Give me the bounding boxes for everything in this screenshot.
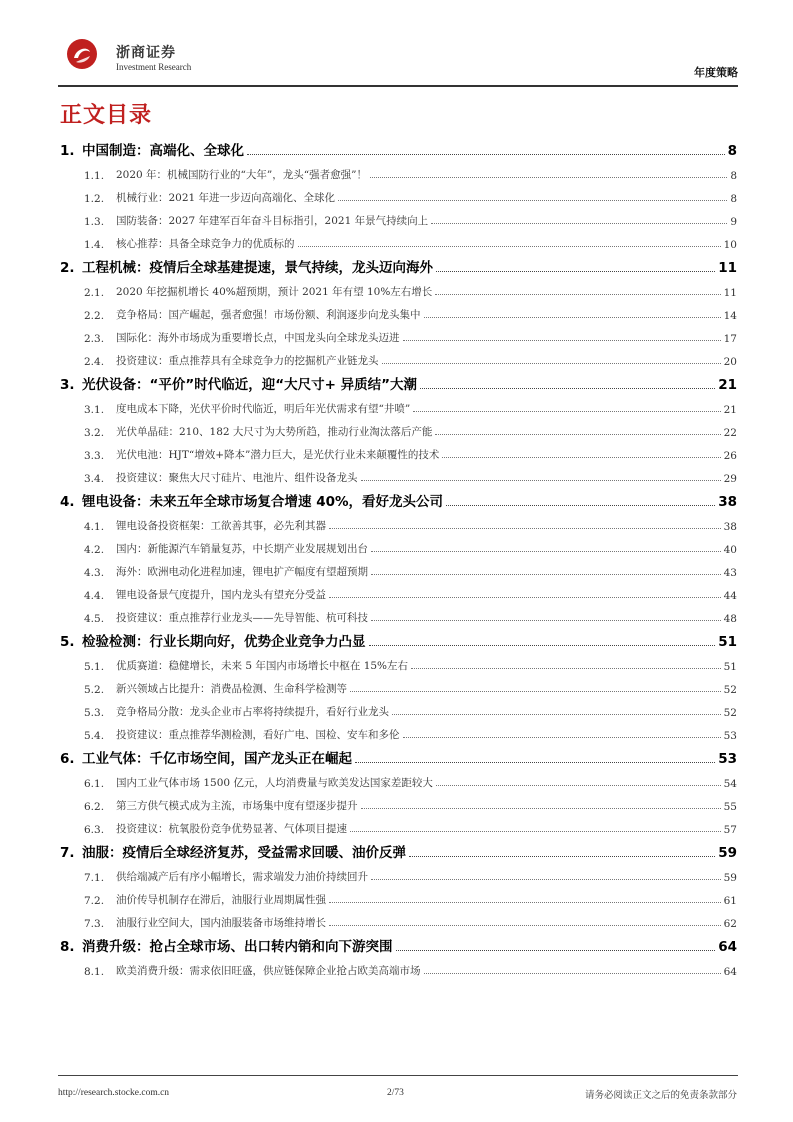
toc-entry-number: 6.1. bbox=[84, 778, 105, 790]
toc-entry-title: 工程机械：疫情后全球基建提速，景气持续，龙头迈向海外 bbox=[82, 260, 433, 276]
table-of-contents bbox=[60, 134, 737, 978]
toc-dot-leader bbox=[424, 317, 721, 318]
toc-dot-leader bbox=[396, 950, 716, 951]
header-divider bbox=[58, 85, 738, 87]
toc-dot-leader bbox=[329, 902, 721, 903]
toc-entry-page: 55 bbox=[723, 801, 737, 813]
toc-entry-page: 43 bbox=[723, 567, 737, 579]
toc-dot-leader bbox=[369, 645, 716, 646]
toc-entry-title: 新兴领域占比提升：消费品检测、生命科学检测等 bbox=[116, 683, 347, 695]
toc-entry-page: 8 bbox=[727, 143, 737, 159]
toc-dot-leader bbox=[350, 831, 721, 832]
toc-entry-page: 20 bbox=[723, 356, 737, 368]
toc-section-entry[interactable] bbox=[60, 251, 737, 276]
toc-entry-title: 2020 年挖掘机增长 40%超预期，预计 2021 年有望 10%左右增长 bbox=[116, 286, 433, 298]
toc-entry-number: 2.4. bbox=[84, 356, 105, 368]
toc-entry-page: 64 bbox=[723, 966, 737, 978]
toc-entry-number: 5.1. bbox=[84, 661, 105, 673]
toc-dot-leader bbox=[442, 457, 720, 458]
toc-entry-number: 7.2. bbox=[84, 895, 105, 907]
toc-dot-leader bbox=[411, 668, 721, 669]
toc-entry-title: 投资建议：重点推荐华测检测，看好广电、国检、安车和多伦 bbox=[116, 729, 400, 741]
toc-entry-number: 1. bbox=[60, 143, 75, 159]
toc-dot-leader bbox=[392, 714, 721, 715]
toc-entry-title: 国防装备：2027 年建军百年奋斗目标指引，2021 年景气持续向上 bbox=[116, 215, 429, 227]
toc-entry-title: 油服：疫情后全球经济复苏，受益需求回暖、油价反弹 bbox=[82, 845, 406, 861]
toc-entry-title: 工业气体：千亿市场空间，国产龙头正在崛起 bbox=[82, 751, 352, 767]
toc-dot-leader bbox=[435, 294, 720, 295]
toc-entry-number: 5.2. bbox=[84, 684, 105, 696]
toc-entry-title: 消费升级：抢占全球市场、出口转内销和向下游突围 bbox=[82, 939, 393, 955]
toc-entry-number: 4.3. bbox=[84, 567, 105, 579]
toc-section-entry[interactable] bbox=[60, 930, 737, 955]
toc-entry-page: 17 bbox=[723, 333, 737, 345]
toc-dot-leader bbox=[436, 271, 715, 272]
toc-entry-page: 52 bbox=[723, 684, 737, 696]
toc-entry-page: 64 bbox=[718, 939, 737, 955]
toc-subsection-entry[interactable] bbox=[60, 673, 737, 696]
toc-subsection-entry[interactable] bbox=[60, 813, 737, 836]
toc-entry-page: 51 bbox=[718, 634, 737, 650]
toc-subsection-entry[interactable] bbox=[60, 650, 737, 673]
toc-dot-leader bbox=[371, 574, 721, 575]
toc-entry-page: 57 bbox=[723, 824, 737, 836]
toc-entry-title: 国内工业气体市场 1500 亿元，人均消费量与欧美发达国家差距较大 bbox=[116, 777, 433, 789]
toc-subsection-entry[interactable] bbox=[60, 393, 737, 416]
toc-subsection-entry[interactable] bbox=[60, 205, 737, 228]
toc-subsection-entry[interactable] bbox=[60, 790, 737, 813]
toc-entry-page: 14 bbox=[723, 310, 737, 322]
toc-entry-number: 3.2. bbox=[84, 427, 105, 439]
toc-entry-number: 4.5. bbox=[84, 613, 105, 625]
toc-dot-leader bbox=[329, 528, 721, 529]
toc-entry-title: 锂电设备投资框架：工欲善其事，必先利其器 bbox=[116, 520, 326, 532]
toc-dot-leader bbox=[361, 808, 721, 809]
toc-entry-page: 8 bbox=[730, 193, 737, 205]
toc-subsection-entry[interactable] bbox=[60, 696, 737, 719]
toc-entry-page: 40 bbox=[723, 544, 737, 556]
toc-entry-number: 2.2. bbox=[84, 310, 105, 322]
toc-entry-page: 38 bbox=[723, 521, 737, 533]
toc-dot-leader bbox=[420, 388, 715, 389]
toc-subsection-entry[interactable] bbox=[60, 228, 737, 251]
toc-entry-number: 7. bbox=[60, 845, 75, 861]
toc-subsection-entry[interactable] bbox=[60, 345, 737, 368]
toc-dot-leader bbox=[446, 505, 715, 506]
toc-entry-title: 竞争格局分散：龙头企业市占率将持续提升，看好行业龙头 bbox=[116, 706, 389, 718]
toc-entry-number: 3.3. bbox=[84, 450, 105, 462]
toc-subsection-entry[interactable] bbox=[60, 416, 737, 439]
toc-entry-number: 1.3. bbox=[84, 216, 105, 228]
toc-entry-page: 22 bbox=[723, 427, 737, 439]
toc-subsection-entry[interactable] bbox=[60, 767, 737, 790]
toc-section-entry[interactable] bbox=[60, 485, 737, 510]
toc-entry-title: 中国制造：高端化、全球化 bbox=[82, 143, 244, 159]
toc-entry-number: 1.2. bbox=[84, 193, 105, 205]
toc-entry-page: 21 bbox=[718, 377, 737, 393]
toc-entry-page: 8 bbox=[730, 170, 737, 182]
toc-entry-title: 投资建议：重点推荐具有全球竞争力的挖掘机产业链龙头 bbox=[116, 355, 379, 367]
toc-subsection-entry[interactable] bbox=[60, 322, 737, 345]
toc-entry-title: 度电成本下降，光伏平价时代临近，明后年光伏需求有望“井喷” bbox=[116, 403, 411, 415]
toc-entry-title: 2020 年：机械国防行业的“大年”，龙头“强者愈强”！ bbox=[116, 169, 368, 181]
toc-dot-leader bbox=[338, 200, 727, 201]
toc-entry-page: 38 bbox=[718, 494, 737, 510]
toc-dot-leader bbox=[409, 856, 715, 857]
toc-entry-number: 1.4. bbox=[84, 239, 105, 251]
toc-entry-page: 10 bbox=[723, 239, 737, 251]
toc-entry-page: 11 bbox=[718, 260, 737, 276]
toc-entry-number: 3.1. bbox=[84, 404, 105, 416]
toc-dot-leader bbox=[431, 223, 727, 224]
toc-dot-leader bbox=[329, 597, 721, 598]
page-title: 正文目录 bbox=[60, 103, 153, 128]
toc-entry-title: 光伏单晶硅：210、182 大尺寸为大势所趋，推动行业淘汰落后产能 bbox=[116, 426, 433, 438]
toc-entry-page: 44 bbox=[723, 590, 737, 602]
toc-entry-number: 6. bbox=[60, 751, 75, 767]
footer-divider bbox=[58, 1075, 738, 1076]
toc-entry-page: 51 bbox=[723, 661, 737, 673]
toc-entry-title: 油服行业空间大，国内油服装备市场维持增长 bbox=[116, 917, 326, 929]
footer-page-number: 2/73 bbox=[387, 1088, 404, 1098]
toc-subsection-entry[interactable] bbox=[60, 861, 737, 884]
toc-entry-page: 59 bbox=[723, 872, 737, 884]
toc-entry-title: 检验检测：行业长期向好，优势企业竞争力凸显 bbox=[82, 634, 366, 650]
toc-entry-title: 优质赛道：稳健增长，未来 5 年国内市场增长中枢在 15%左右 bbox=[116, 660, 409, 672]
toc-entry-number: 6.2. bbox=[84, 801, 105, 813]
toc-dot-leader bbox=[424, 973, 721, 974]
logo-name-en: Investment Research bbox=[116, 62, 192, 72]
toc-entry-number: 3.4. bbox=[84, 473, 105, 485]
toc-subsection-entry[interactable] bbox=[60, 884, 737, 907]
toc-entry-page: 48 bbox=[723, 613, 737, 625]
toc-entry-title: 锂电设备景气度提升，国内龙头有望充分受益 bbox=[116, 589, 326, 601]
toc-entry-number: 2. bbox=[60, 260, 75, 276]
toc-entry-page: 11 bbox=[723, 287, 737, 299]
toc-subsection-entry[interactable] bbox=[60, 907, 737, 930]
toc-entry-number: 5.4. bbox=[84, 730, 105, 742]
toc-subsection-entry[interactable] bbox=[60, 159, 737, 182]
toc-dot-leader bbox=[382, 363, 721, 364]
toc-entry-number: 2.1. bbox=[84, 287, 105, 299]
toc-entry-page: 52 bbox=[723, 707, 737, 719]
toc-dot-leader bbox=[355, 762, 715, 763]
toc-subsection-entry[interactable] bbox=[60, 462, 737, 485]
toc-entry-number: 2.3. bbox=[84, 333, 105, 345]
toc-entry-page: 21 bbox=[723, 404, 737, 416]
toc-entry-title: 第三方供气模式成为主流，市场集中度有望逐步提升 bbox=[116, 800, 358, 812]
toc-entry-number: 5.3. bbox=[84, 707, 105, 719]
toc-dot-leader bbox=[371, 620, 721, 621]
toc-entry-title: 国内：新能源汽车销量复苏，中长期产业发展规划出台 bbox=[116, 543, 368, 555]
toc-dot-leader bbox=[436, 785, 721, 786]
report-type-label: 年度策略 bbox=[694, 66, 738, 79]
toc-subsection-entry[interactable] bbox=[60, 602, 737, 625]
toc-entry-number: 7.3. bbox=[84, 918, 105, 930]
toc-section-entry[interactable] bbox=[60, 368, 737, 393]
toc-entry-title: 锂电设备：未来五年全球市场复合增速 40%，看好龙头公司 bbox=[82, 494, 444, 510]
toc-subsection-entry[interactable] bbox=[60, 955, 737, 978]
toc-dot-leader bbox=[298, 246, 721, 247]
toc-section-entry[interactable] bbox=[60, 742, 737, 767]
logo-name-cn: 浙商证券 bbox=[116, 45, 176, 61]
toc-entry-title: 国际化：海外市场成为重要增长点，中国龙头向全球龙头迈进 bbox=[116, 332, 400, 344]
toc-subsection-entry[interactable] bbox=[60, 719, 737, 742]
toc-entry-page: 29 bbox=[723, 473, 737, 485]
toc-dot-leader bbox=[371, 879, 721, 880]
toc-dot-leader bbox=[435, 434, 720, 435]
toc-dot-leader bbox=[371, 551, 721, 552]
toc-subsection-entry[interactable] bbox=[60, 579, 737, 602]
footer-url-link[interactable]: http://research.stocke.com.cn bbox=[58, 1088, 170, 1098]
toc-entry-title: 竞争格局：国产崛起，强者愈强！市场份额、利润逐步向龙头集中 bbox=[116, 309, 421, 321]
toc-entry-title: 光伏电池：HJT“增效+降本”潜力巨大，是光伏行业未来颠覆性的技术 bbox=[116, 449, 440, 461]
toc-entry-number: 4.1. bbox=[84, 521, 105, 533]
toc-subsection-entry[interactable] bbox=[60, 276, 737, 299]
toc-entry-number: 5. bbox=[60, 634, 75, 650]
footer-disclaimer: 请务必阅读正文之后的免责条款部分 bbox=[584, 1090, 737, 1101]
toc-entry-page: 26 bbox=[723, 450, 737, 462]
toc-entry-title: 投资建议：重点推荐行业龙头——先导智能、杭可科技 bbox=[116, 612, 368, 624]
page-header bbox=[58, 30, 738, 78]
toc-entry-number: 4.2. bbox=[84, 544, 105, 556]
toc-entry-number: 8. bbox=[60, 939, 75, 955]
toc-subsection-entry[interactable] bbox=[60, 439, 737, 462]
toc-dot-leader bbox=[413, 411, 720, 412]
toc-section-entry[interactable] bbox=[60, 836, 737, 861]
toc-entry-title: 油价传导机制存在滞后，油服行业周期属性强 bbox=[116, 894, 326, 906]
toc-dot-leader bbox=[370, 177, 727, 178]
toc-entry-number: 4. bbox=[60, 494, 75, 510]
toc-entry-page: 54 bbox=[723, 778, 737, 790]
toc-entry-number: 3. bbox=[60, 377, 75, 393]
zheshang-logo-icon bbox=[66, 38, 98, 70]
toc-entry-number: 7.1. bbox=[84, 872, 105, 884]
toc-dot-leader bbox=[247, 154, 725, 155]
toc-entry-title: 供给端减产后有序小幅增长，需求端发力油价持续回升 bbox=[116, 871, 368, 883]
toc-entry-page: 61 bbox=[723, 895, 737, 907]
toc-dot-leader bbox=[350, 691, 721, 692]
toc-entry-title: 核心推荐：具备全球竞争力的优质标的 bbox=[116, 238, 295, 250]
toc-entry-title: 机械行业：2021 年进一步迈向高端化、全球化 bbox=[116, 192, 336, 204]
toc-entry-title: 欧美消费升级：需求依旧旺盛，供应链保障企业抢占欧美高端市场 bbox=[116, 965, 421, 977]
toc-subsection-entry[interactable] bbox=[60, 556, 737, 579]
toc-entry-title: 投资建议：杭氧股份竞争优势显著、气体项目提速 bbox=[116, 823, 347, 835]
toc-entry-page: 59 bbox=[718, 845, 737, 861]
toc-entry-title: 光伏设备：“平价”时代临近，迎“大尺寸+ 异质结”大潮 bbox=[82, 377, 418, 393]
toc-dot-leader bbox=[403, 737, 721, 738]
toc-section-entry[interactable] bbox=[60, 625, 737, 650]
toc-entry-number: 4.4. bbox=[84, 590, 105, 602]
toc-dot-leader bbox=[361, 480, 721, 481]
toc-subsection-entry[interactable] bbox=[60, 510, 737, 533]
toc-entry-page: 53 bbox=[723, 730, 737, 742]
toc-dot-leader bbox=[403, 340, 721, 341]
toc-section-entry[interactable] bbox=[60, 134, 737, 159]
toc-subsection-entry[interactable] bbox=[60, 299, 737, 322]
toc-entry-title: 投资建议：聚焦大尺寸硅片、电池片、组件设备龙头 bbox=[116, 472, 358, 484]
toc-entry-page: 62 bbox=[723, 918, 737, 930]
toc-entry-title: 海外：欧洲电动化进程加速，锂电扩产幅度有望超预期 bbox=[116, 566, 368, 578]
toc-entry-page: 53 bbox=[718, 751, 737, 767]
toc-entry-number: 8.1. bbox=[84, 966, 105, 978]
toc-entry-page: 9 bbox=[730, 216, 737, 228]
toc-subsection-entry[interactable] bbox=[60, 182, 737, 205]
toc-dot-leader bbox=[329, 925, 721, 926]
toc-subsection-entry[interactable] bbox=[60, 533, 737, 556]
toc-entry-number: 6.3. bbox=[84, 824, 105, 836]
toc-entry-number: 1.1. bbox=[84, 170, 105, 182]
